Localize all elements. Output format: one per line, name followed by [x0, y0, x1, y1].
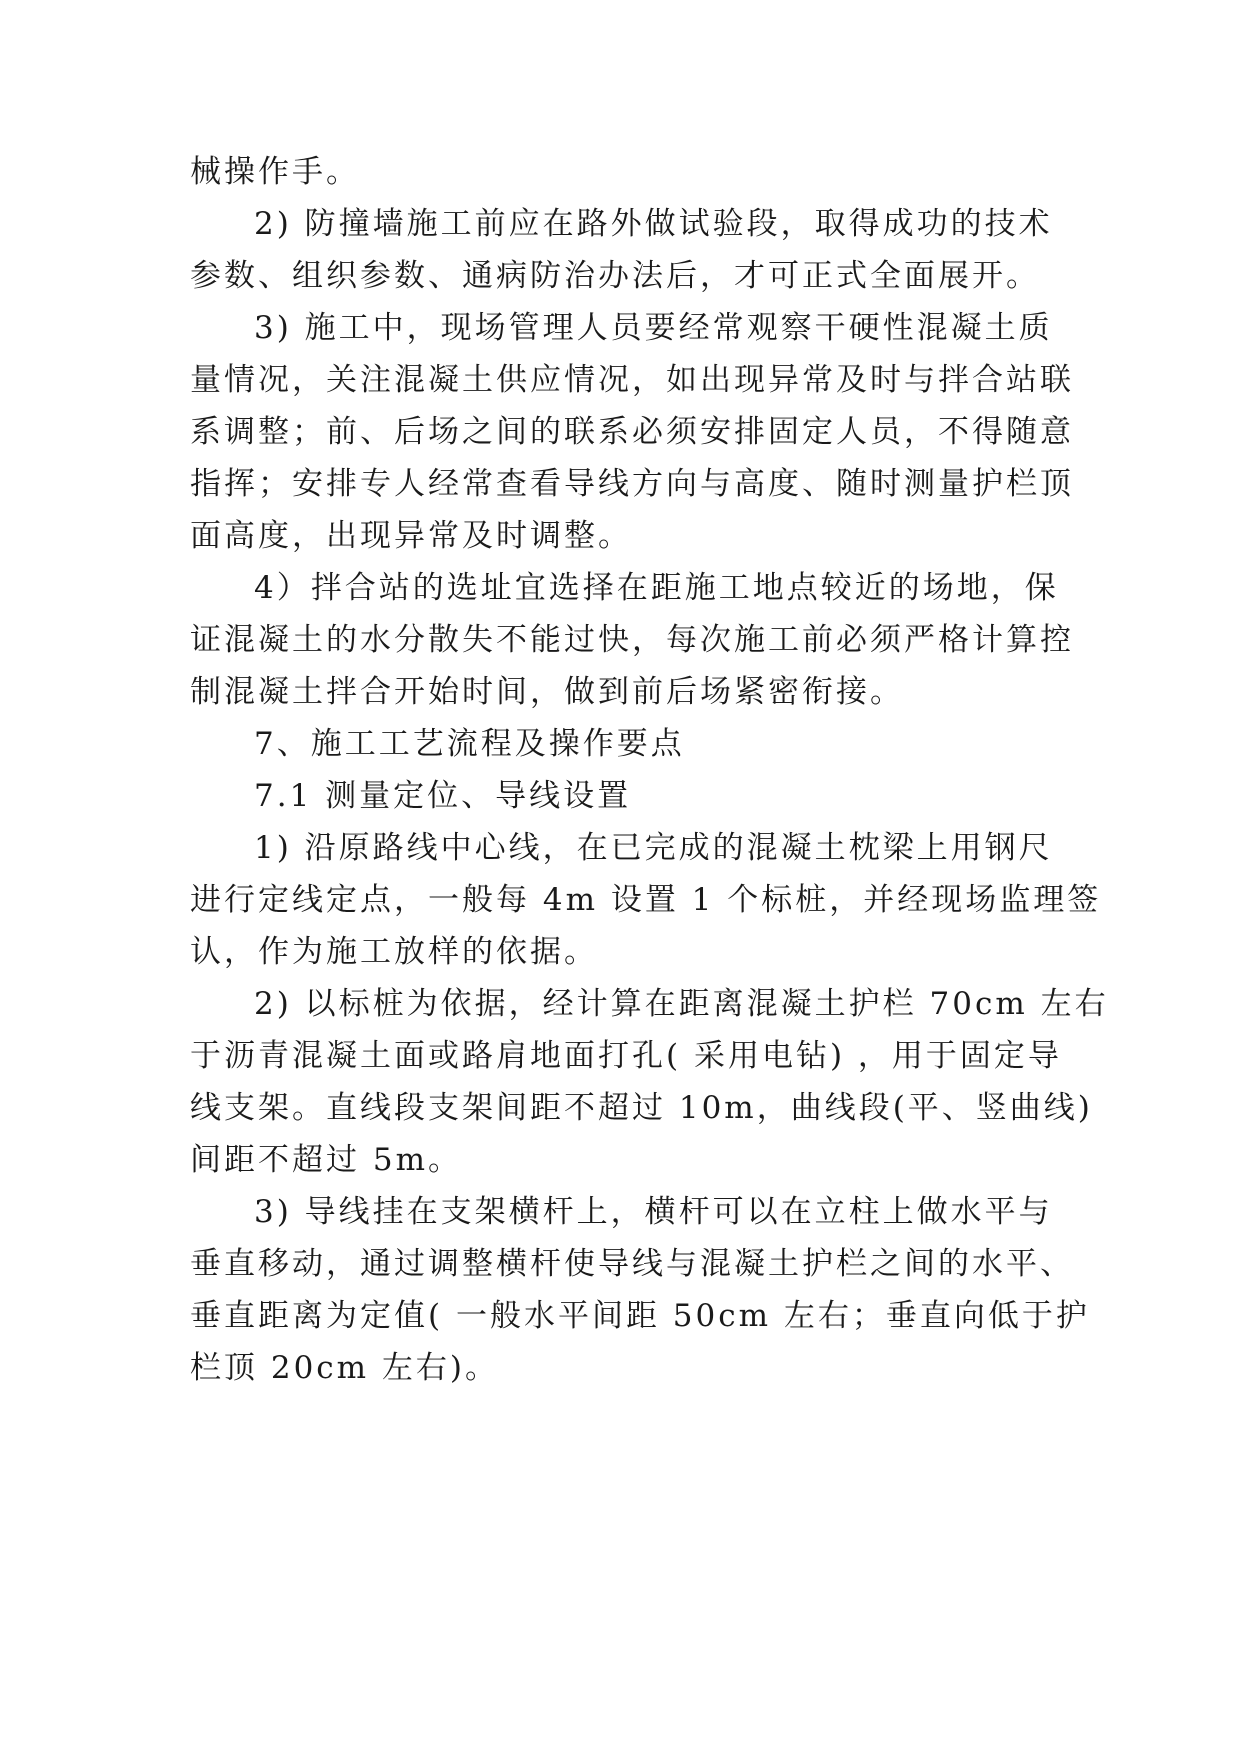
text-line: 面高度，出现异常及时调整。 — [190, 518, 632, 554]
text-line: 3) 导线挂在支架横杆上，横杆可以在立柱上做水平与 — [254, 1194, 1053, 1230]
text-line: 线支架。直线段支架间距不超过 10m，曲线段(平、竖曲线) — [190, 1090, 1093, 1126]
text-line: 3) 施工中，现场管理人员要经常观察干硬性混凝土质 — [254, 310, 1053, 346]
text-line: 2) 以标桩为依据，经计算在距离混凝土护栏 70cm 左右 — [254, 986, 1109, 1022]
text-line: 垂直移动，通过调整横杆使导线与混凝土护栏之间的水平、 — [190, 1246, 1074, 1282]
text-line: 参数、组织参数、通病防治办法后，才可正式全面展开。 — [190, 258, 1040, 294]
text-line: 械操作手。 — [190, 154, 360, 190]
text-line: 间距不超过 5m。 — [190, 1142, 462, 1178]
text-line: 量情况，关注混凝土供应情况，如出现异常及时与拌合站联 — [190, 362, 1074, 398]
text-line: 于沥青混凝土面或路肩地面打孔( 采用电钻) ，用于固定导 — [190, 1038, 1062, 1074]
text-line: 进行定线定点，一般每 4m 设置 1 个标桩，并经现场监理签 — [190, 882, 1102, 918]
text-line: 证混凝土的水分散失不能过快，每次施工前必须严格计算控 — [190, 622, 1074, 658]
text-line: 4）拌合站的选址宜选择在距施工地点较近的场地，保 — [254, 570, 1059, 606]
text-line: 系调整；前、后场之间的联系必须安排固定人员，不得随意 — [190, 414, 1074, 450]
text-line: 认，作为施工放样的依据。 — [190, 934, 598, 970]
subsection-heading: 7.1 测量定位、导线设置 — [254, 778, 632, 814]
text-line: 2) 防撞墙施工前应在路外做试验段，取得成功的技术 — [254, 206, 1053, 242]
text-line: 1) 沿原路线中心线，在已完成的混凝土枕梁上用钢尺 — [254, 830, 1053, 866]
text-line: 制混凝土拌合开始时间，做到前后场紧密衔接。 — [190, 674, 904, 710]
text-line: 指挥；安排专人经常查看导线方向与高度、随时测量护栏顶 — [190, 466, 1074, 502]
section-heading: 7、施工工艺流程及操作要点 — [254, 726, 685, 762]
text-line: 垂直距离为定值( 一般水平间距 50cm 左右；垂直向低于护 — [190, 1298, 1090, 1334]
text-line: 栏顶 20cm 左右)。 — [190, 1350, 500, 1386]
